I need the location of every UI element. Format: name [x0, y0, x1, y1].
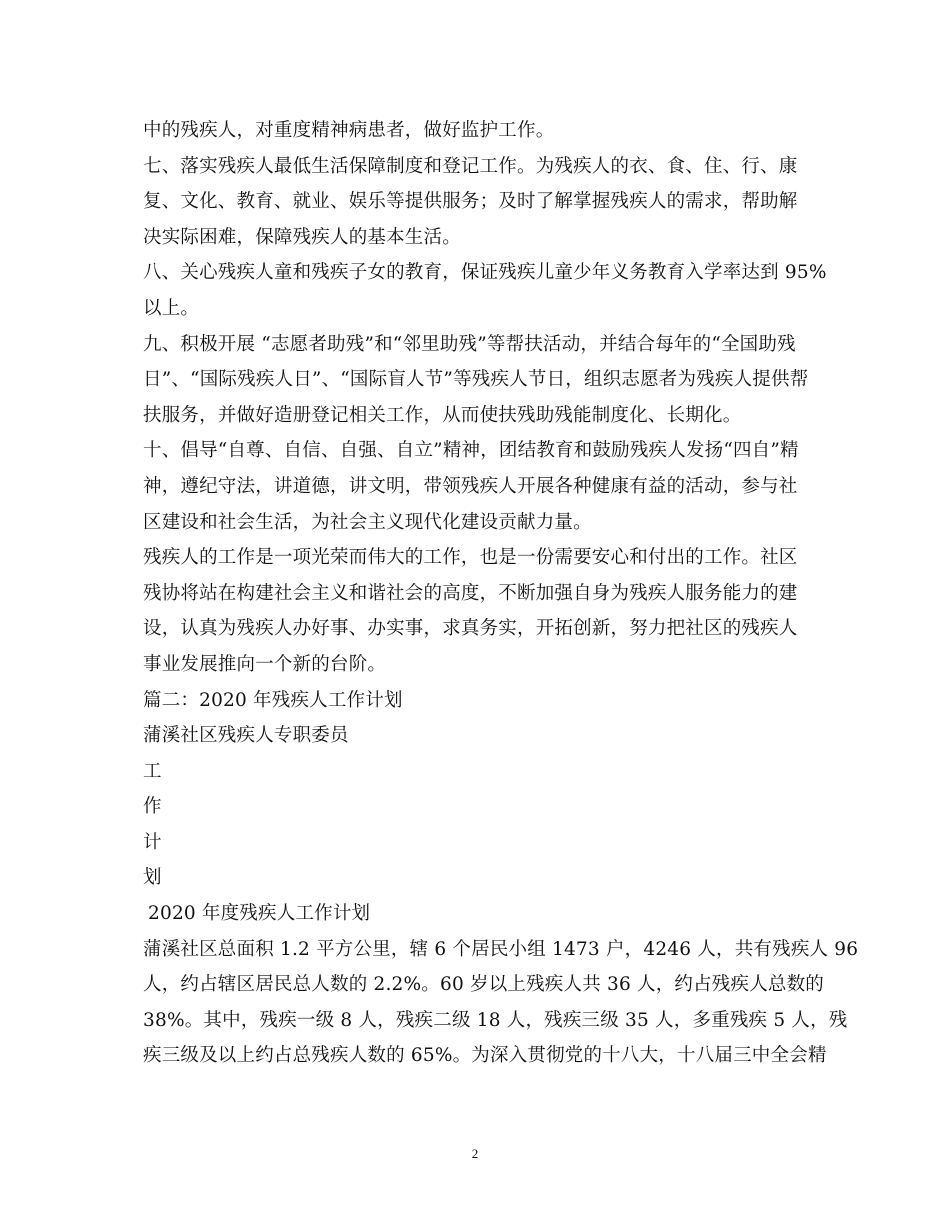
plan-title: 2020 年度残疾人工作计划	[148, 903, 371, 925]
text-line: 复、文化、教育、就业、娱乐等提供服务；及时了解掌握残疾人的需求，帮助解	[143, 191, 798, 213]
text-line: 七、落实残疾人最低生活保障制度和登记工作。为残疾人的衣、食、住、行、康	[143, 155, 798, 177]
text-line: 日”、“国际残疾人日”、“国际盲人节”等残疾人节日，组织志愿者为残疾人提供帮	[143, 369, 809, 391]
section-heading: 篇二：2020 年残疾人工作计划	[143, 689, 403, 711]
document-body	[143, 113, 859, 1074]
text-line: 扶服务，并做好造册登记相关工作，从而使扶残助残能制度化、长期化。	[143, 404, 742, 426]
vertical-title-char: 划	[143, 867, 162, 889]
text-line: 决实际困难，保障残疾人的基本生活。	[143, 226, 461, 248]
text-line: 38%。其中，残疾一级 8 人，残疾二级 18 人，残疾三级 35 人，多重残疾 5 人，残	[143, 1009, 848, 1031]
subtitle-line: 蒲溪社区残疾人专职委员	[143, 725, 349, 747]
text-line: 区建设和社会生活，为社会主义现代化建设贡献力量。	[143, 511, 592, 533]
text-line: 设，认真为残疾人办好事、办实事，求真务实，开拓创新，努力把社区的残疾人	[143, 618, 798, 640]
text-line: 中的残疾人，对重度精神病患者，做好监护工作。	[143, 120, 555, 141]
text-line: 残疾人的工作是一项光荣而伟大的工作，也是一份需要安心和付出的工作。社区	[143, 547, 798, 569]
vertical-title-char: 工	[143, 760, 162, 782]
text-line: 九、积极开展 “志愿者助残”和“邻里助残”等帮扶活动，并结合每年的“全国助残	[143, 333, 796, 355]
vertical-title-char: 作	[143, 796, 162, 818]
text-line: 八、关心残疾人童和残疾子女的教育，保证残疾儿童少年义务教育入学率达到 95%	[143, 262, 827, 284]
page-number: 2	[471, 1146, 479, 1161]
text-line: 蒲溪社区总面积 1.2 平方公里，辖 6 个居民小组 1473 户，4246 人，共有残疾人 96	[143, 938, 859, 960]
text-line: 事业发展推向一个新的台阶。	[143, 653, 387, 675]
vertical-title-char: 计	[143, 831, 162, 853]
text-line: 疾三级及以上约占总残疾人数的 65%。为深入贯彻党的十八大，十八届三中全会精	[143, 1045, 827, 1067]
text-line: 残协将站在构建社会主义和谐社会的高度，不断加强自身为残疾人服务能力的建	[143, 582, 798, 604]
text-line: 人，约占辖区居民总人数的 2.2%。60 岁以上残疾人共 36 人，约占残疾人总数的	[143, 974, 825, 996]
text-line: 以上。	[143, 297, 200, 319]
text-line: 神，遵纪守法，讲道德，讲文明，带领残疾人开展各种健康有益的活动，参与社	[143, 475, 798, 497]
text-line: 十、倡导“自尊、自信、自强、自立”精神，团结教育和鼓励残疾人发扬“四自”精	[143, 440, 799, 462]
